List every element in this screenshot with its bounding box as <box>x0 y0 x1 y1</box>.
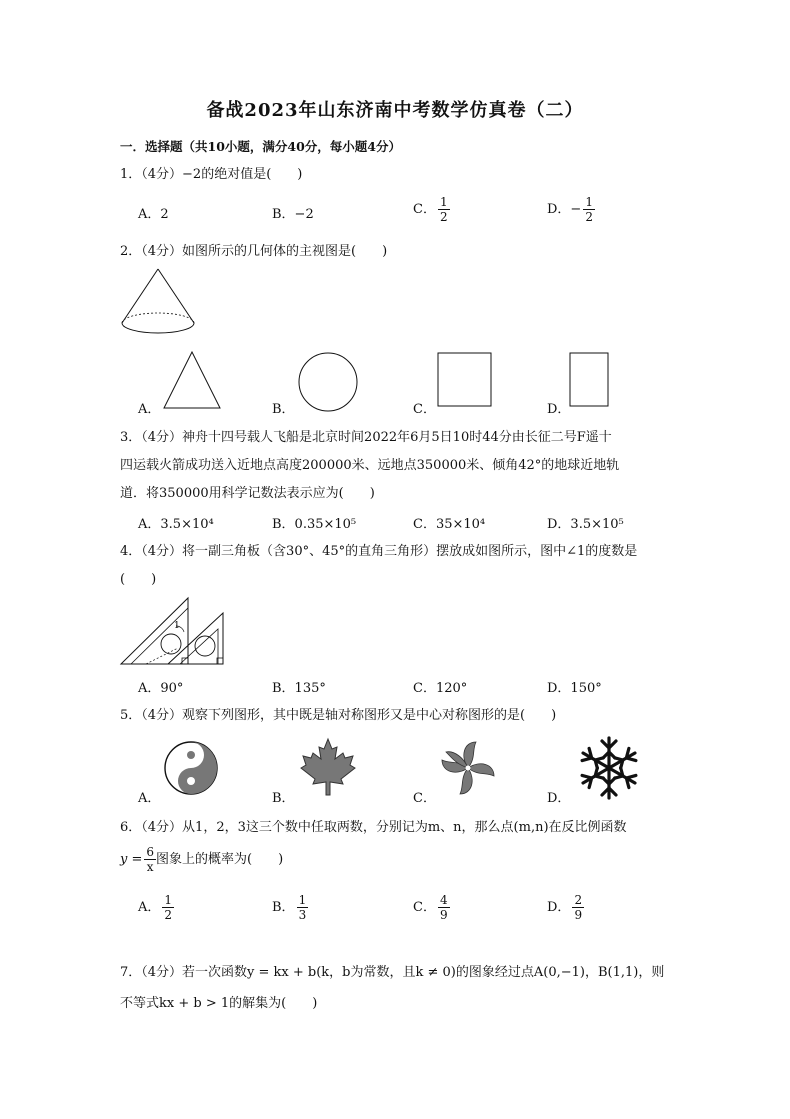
question-3-line-3: 道．将350000用科学记数法表示应为( ) <box>120 486 375 501</box>
square-shape <box>437 352 493 408</box>
q3-option-b[interactable]: B．0.35×10⁵ <box>272 517 357 532</box>
denominator: 3 <box>298 908 307 922</box>
fraction <box>572 893 584 922</box>
function-prefix: y = <box>120 852 143 867</box>
q6-option-b[interactable] <box>272 893 308 922</box>
snowflake-icon <box>575 734 643 802</box>
question-1-text: 1．（4分）−2的绝对值是( ) <box>120 167 303 182</box>
q6-option-d[interactable] <box>547 893 584 922</box>
question-3-line-2: 四运载火箭成功送入近地点高度200000米、远地点350000米、倾角42°的地球近地轨 <box>120 458 620 473</box>
q5-option-b[interactable]: B． <box>272 791 295 806</box>
angle-1-label: 1 <box>174 621 180 631</box>
fraction <box>144 845 156 874</box>
denominator: x <box>146 860 154 874</box>
maple-leaf-icon <box>298 737 358 797</box>
q3-option-d[interactable]: D．3.5×10⁵ <box>547 517 624 532</box>
numerator: 1 <box>164 893 173 907</box>
q2-option-c[interactable]: C． <box>413 402 436 417</box>
numerator: 2 <box>574 893 583 907</box>
q5-option-c[interactable]: C． <box>413 791 436 806</box>
q4-option-b[interactable]: B．135° <box>272 681 326 696</box>
option-label: C． <box>413 202 436 217</box>
denominator: 2 <box>585 210 593 224</box>
numerator: 1 <box>298 893 307 907</box>
q1-option-b[interactable]: B．−2 <box>272 207 314 222</box>
q2-option-d[interactable]: D． <box>547 402 571 417</box>
circle-shape <box>297 351 359 413</box>
set-squares-figure <box>118 596 234 666</box>
option-label: D． <box>547 900 571 915</box>
numerator: 6 <box>146 845 155 859</box>
question-7-line-2: 不等式kx + b > 1的解集为( ) <box>120 996 318 1011</box>
question-6-line-2 <box>120 845 283 874</box>
fraction <box>297 893 309 922</box>
numerator: 4 <box>439 893 448 907</box>
question-2-text: 2．（4分）如图所示的几何体的主视图是( ) <box>120 244 388 259</box>
q5-option-d[interactable]: D． <box>547 791 571 806</box>
q6-option-c[interactable] <box>413 893 450 922</box>
q2-option-a[interactable]: A． <box>138 402 161 417</box>
question-7-line-1: 7．（4分）若一次函数y = kx + b(k，b为常数，且k ≠ 0)的图象经过点A(0,−1)，B(1,1)，则 <box>120 965 665 980</box>
option-label: A． <box>138 900 161 915</box>
q4-option-d[interactable]: D．150° <box>547 681 602 696</box>
question-4-line-1: 4．（4分）将一副三角板（含30°、45°的直角三角形）摆放成如图所示，图中∠1的度数是 <box>120 544 638 559</box>
q4-option-c[interactable]: C．120° <box>413 681 468 696</box>
question-6-suffix: 图象上的概率为( ) <box>156 852 284 867</box>
numerator: 1 <box>439 195 448 209</box>
question-3-line-1: 3．（4分）神舟十四号载人飞船是北京时间2022年6月5日10时44分由长征二号F遥十 <box>120 430 612 445</box>
denominator: 9 <box>574 908 583 922</box>
question-5-text: 5．（4分）观察下列图形，其中既是轴对称图形又是中心对称图形的是( ) <box>120 708 557 723</box>
rectangle-shape <box>569 352 611 408</box>
page-title: 备战2023年山东济南中考数学仿真卷（二） <box>206 100 584 121</box>
q5-option-a[interactable]: A． <box>138 791 161 806</box>
option-label: B． <box>272 900 295 915</box>
fraction <box>438 195 450 224</box>
fraction <box>438 893 450 922</box>
fraction <box>583 195 595 224</box>
q4-option-a[interactable]: A．90° <box>138 681 184 696</box>
triangle-shape <box>162 350 222 410</box>
numerator: 1 <box>585 195 593 209</box>
question-4-line-2: ( ) <box>120 572 157 587</box>
q2-option-b[interactable]: B． <box>272 402 295 417</box>
q3-option-a[interactable]: A．3.5×10⁴ <box>138 517 214 532</box>
q3-option-c[interactable]: C．35×10⁴ <box>413 517 486 532</box>
denominator: 2 <box>164 908 173 922</box>
denominator: 9 <box>439 908 448 922</box>
denominator: 2 <box>439 210 448 224</box>
bauhinia-flower-icon <box>438 738 498 798</box>
q6-option-a[interactable] <box>138 893 174 922</box>
cone-figure <box>118 267 198 339</box>
option-label: D．− <box>547 202 582 217</box>
fraction <box>162 893 174 922</box>
yin-yang-icon <box>163 740 219 796</box>
option-label: C． <box>413 900 436 915</box>
q1-option-a[interactable]: A．2 <box>138 207 169 222</box>
question-6-line-1: 6．（4分）从1，2，3这三个数中任取两数，分别记为m、n，那么点(m,n)在反比例函数 <box>120 820 627 835</box>
q1-option-d[interactable] <box>547 195 595 224</box>
q1-option-c[interactable] <box>413 195 450 224</box>
section-heading: 一．选择题（共10小题，满分40分，每小题4分） <box>120 139 401 154</box>
